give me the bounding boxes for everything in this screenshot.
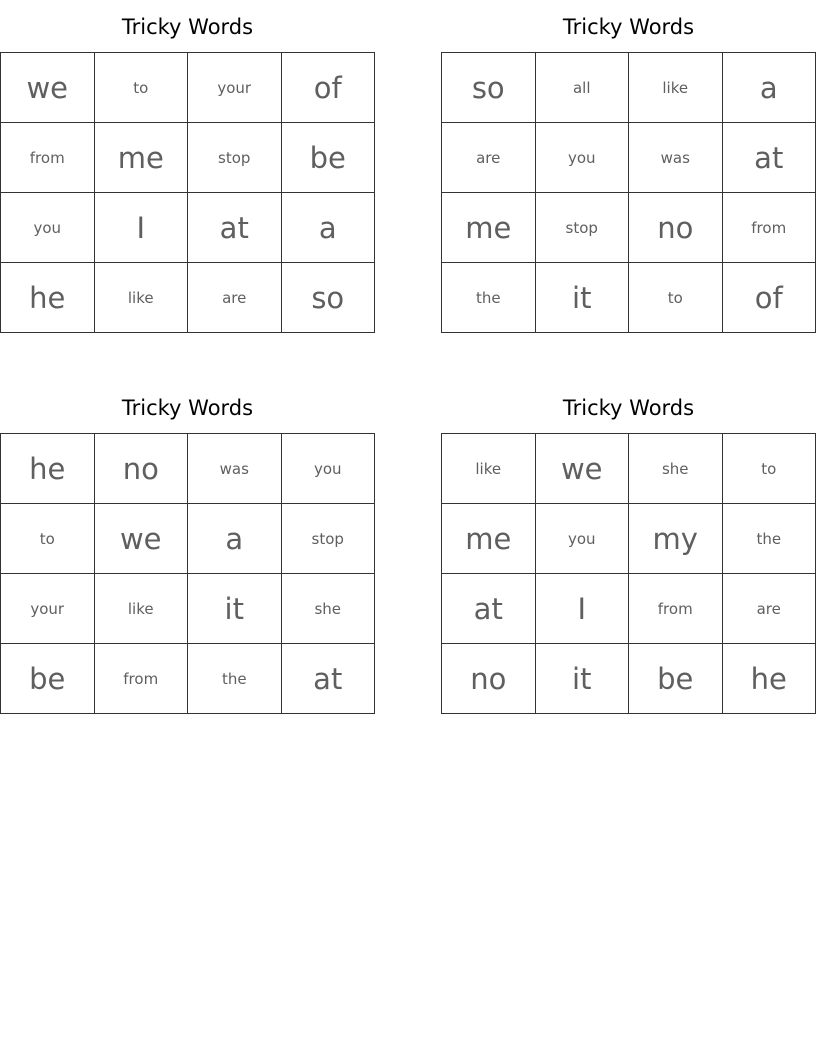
word-cell: like: [95, 263, 189, 333]
word-cell: we: [95, 504, 189, 574]
word-cell: from: [1, 123, 95, 193]
word-cell: a: [723, 53, 816, 123]
word-cell: he: [723, 644, 816, 714]
word-cell: your: [1, 574, 95, 644]
word-grid: [441, 52, 816, 333]
word-cell: you: [282, 434, 376, 504]
word-cell: a: [188, 504, 282, 574]
word-cell: to: [95, 53, 189, 123]
word-grid: [441, 433, 816, 714]
word-cell: she: [282, 574, 376, 644]
word-cell: at: [282, 644, 376, 714]
word-cell: so: [442, 53, 536, 123]
word-cell: it: [536, 263, 630, 333]
word-cell: we: [536, 434, 630, 504]
word-cell: she: [629, 434, 723, 504]
word-cell: me: [442, 504, 536, 574]
word-cell: so: [282, 263, 376, 333]
word-cell: the: [442, 263, 536, 333]
word-cell: at: [188, 193, 282, 263]
word-cell: the: [723, 504, 816, 574]
word-cell: like: [95, 574, 189, 644]
word-cell: he: [1, 263, 95, 333]
word-cell: of: [282, 53, 376, 123]
card-title: Tricky Words: [121, 396, 254, 420]
word-cell: he: [1, 434, 95, 504]
word-cell: no: [442, 644, 536, 714]
word-cell: be: [1, 644, 95, 714]
card-title: Tricky Words: [562, 396, 695, 420]
word-cell: you: [536, 504, 630, 574]
word-cell: from: [95, 644, 189, 714]
word-cell: to: [629, 263, 723, 333]
word-cell: we: [1, 53, 95, 123]
word-cell: at: [723, 123, 816, 193]
word-cell: no: [629, 193, 723, 263]
word-cell: was: [188, 434, 282, 504]
word-cell: I: [536, 574, 630, 644]
word-cell: no: [95, 434, 189, 504]
word-cell: all: [536, 53, 630, 123]
word-cell: to: [723, 434, 816, 504]
word-cell: I: [95, 193, 189, 263]
word-grid: [0, 433, 375, 714]
word-cell: stop: [188, 123, 282, 193]
word-cell: your: [188, 53, 282, 123]
word-cell: are: [188, 263, 282, 333]
word-cell: be: [629, 644, 723, 714]
card-title: Tricky Words: [121, 15, 254, 39]
word-cell: are: [442, 123, 536, 193]
word-cell: like: [442, 434, 536, 504]
word-cell: it: [188, 574, 282, 644]
word-cell: it: [536, 644, 630, 714]
word-grid: [0, 52, 375, 333]
word-cell: from: [629, 574, 723, 644]
word-cell: me: [95, 123, 189, 193]
word-cell: me: [442, 193, 536, 263]
card-title: Tricky Words: [562, 15, 695, 39]
word-cell: was: [629, 123, 723, 193]
word-cell: stop: [282, 504, 376, 574]
word-cell: a: [282, 193, 376, 263]
word-cell: from: [723, 193, 816, 263]
word-cell: the: [188, 644, 282, 714]
word-cell: be: [282, 123, 376, 193]
word-cell: you: [1, 193, 95, 263]
word-cell: are: [723, 574, 816, 644]
word-cell: at: [442, 574, 536, 644]
word-cell: to: [1, 504, 95, 574]
word-cell: of: [723, 263, 816, 333]
word-cell: stop: [536, 193, 630, 263]
word-cell: my: [629, 504, 723, 574]
word-cell: you: [536, 123, 630, 193]
word-cell: like: [629, 53, 723, 123]
